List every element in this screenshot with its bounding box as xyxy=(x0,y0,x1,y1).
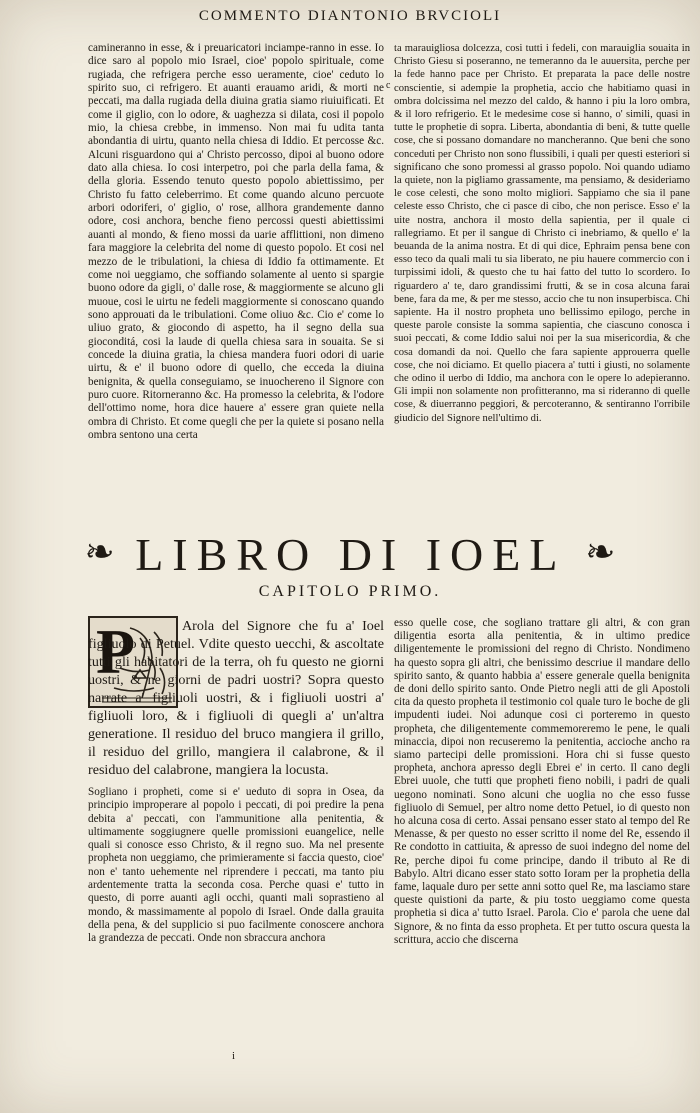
scripture-text-column xyxy=(88,617,384,782)
fleuron-left-icon: ❧ xyxy=(84,532,115,572)
upper-left-text: camineranno in esse, & i preuaricatori inciampe-ranno in esse. Io dice saro al popolo mio Israel, cioe' popolo spirituale, come rugiada, che refrigera perche esso ueramente, cioe' ceduto lo spirito suo, ci refrigero. Et auanti erauamo aridi, & morti ne peccati, ma dalla rugiada della diuina gratia siamo riuiuificati. Et come il giglio, con lo odore, & uaghezza si dilata, cosi il popolo mio, la chiesa crebbe, in immenso. Non mai fu udita tanta abondantia di uirtu, quanto nella chiesa di Iddio. Et percosse &c. Alcuni risguardono qui a' Christo percosso, dipoi al buono odore dato alla chiesa. Io cosi interpetro, poi che parla della fama, & della gloria. Essendo tenuto questo popolo abiettissimo, per Christo fu fatto celeberrimo. Et come quando alcuno percuote arbori odoriferi, o' giglio, o' rose, allhora grandemente danno odore, cosi anchora, benche fieno percossi questi abiettissimi auanti al mondo, & fieno mossi da uarie afflittioni, non dimeno fara maggiore la celebrita del nome di questo popolo. Et cosi nel mezzo de le tribulationi, la chiesa di Iddio fa ottimamente. Et come noi ueggiamo, che soffiando solamente al uento si spargie buono odore da gigli, o' dalle rose, & maggiormente se alcuno gli muoue, cosi le uirtu ne fedeli maggiormente si conoscano quando sono approuati da le tribulationi. Come oliuo &c. Cio e' come lo uliuo grato, & giocondo di aspetto, ha il segno della sua gioconditá, cosi la laude di quella chiesa sara in souaita. Se si concede la diuina gratia, la chiesa mandera fuori odori di uarie uirtu, & e' il buono odore di quello, che ecceda la diuina benignita, & quella conseguiamo, se inuochereno il Signore con puro cuore. Ritorneranno &c. Ha promesso la celebrita, & l'odore dell'ottimo nome, hora dice hauere a' essere gran quiete nella ombra di Christo. Et come quegli che per la quiete si posano nella ombra sentono una certa xyxy=(88,42,384,441)
chapter-title: CAPITOLO PRIMO. xyxy=(258,583,442,600)
book-title xyxy=(0,528,700,581)
book-title-text: LIBRO DI IOEL xyxy=(135,529,565,580)
foot-mark: i xyxy=(232,1050,236,1062)
commentary-upper-left-column xyxy=(88,42,384,522)
lower-left-text: Sogliano i propheti, come si e' ueduto di sopra in Osea, da principio improperare al popolo i peccati, di poi predire la pena debita a' peccati, con l'ammunitione alla penitentia, & ultimamente soggiugnere quelle promissioni euangelice, nelle quali si conosce esso Christo, & il regno suo. Ma nel presente propheta non ueggiamo, che primieramente si faccia questo, cioe' non e' tanto uehemente nel riprendere i peccati, ma tanto piu ardentemente tratta la seconda cosa. Perche quasi e' tutto in questo, di porre auanti agli occhi, quanti mali soprastieno al mondo, & massimamente al popolo di Israel. Onde dalla grauita della pena, & del supplicio si puo facilmente conoscere anchora la grandezza de peccati. Onde non sbraccura anchora xyxy=(88,786,384,945)
gutter-mark: c xyxy=(386,80,391,91)
lower-right-text: esso quelle cose, che sogliano trattare gli altri, & con gran diligentia esorta alla penitentia, & in ultimo predice diligentemente le promissioni del regno di Christo. Nondimeno ha questo sopra gli altri, che benissimo descriue il mandare dello spirito santo, & quanto habbia a' essere generale quella benignita de doni dello spirito santo. Onde Pietro negli atti de gli Apostoli cita da questo propheta il testimonio col quale turo le boche de gli impudenti iudei. Noi adunque cosi ci porteremo in questo propheta, che diligentemente commemoreremo le pene, le quali minaccia, dipoi non recuseremo la penitentia, accioche ancho ra siamo partecipi delle promissioni. Hora chi si fusse questo propheta, anchora apresso degli Ebrei e' in certo. Il cano degli Ebrei uuole, che tutti que propheti fieno nobili, i padri de quali uegono nominati. Sono alcuni che uoglia no che esso fusse figliuolo di Semuel, per altro nome detto Petuel, io di questo non ho alcuna cosa di certo. Assai pensano esser stato al tempo del Re Menasse, & per questo no esser scritto il nome del Re, essendo il Re condotto in cattiuita, & apresso de suoi indegno del nome del Re, perche dipoi fu come principe, dando il tributo al Re di Babylo. Altri dicano esser stato sotto Ioram per la prophetia della fame, laquale duro per sette anni sotto quel Re, ma lasciamo stare queste quistioni da parte, & piu tosto ueggiamo come questa prophetia si dica a' tutto Israel. Parola. Cio e' parola che uene dal Signore, & no finta da esso propheta. Et per tutto oscura questa la scrittura, accio che discerna xyxy=(394,617,690,946)
running-head: COMMENTO DIANTONIO BRVCIOLI xyxy=(198,8,502,24)
drop-cap-letter: P xyxy=(96,616,136,687)
fleuron-right-icon: ❧ xyxy=(585,532,616,572)
commentary-upper-right-column xyxy=(394,42,690,522)
scripture-text: Arola del Signore che fu a' Ioel figliuolo di Petuel. Vdite questo uecchi, & ascoltate tutti gli habitatori de la terra, oh fu questo ne giorni uostri, & ne giorni de padri uostri? Sopra questo narrate a' figliuoli uostri, & i figliuoli uostri a' figliuoli loro, & i figliuoli di quegli a' un'altra generatione. Il residuo del bruco mangiera il grillo, il residuo del grillo, mangiera il calabrone, & il residuo del calabrone, mangiera la locusta. xyxy=(88,618,384,778)
commentary-lower-right-column xyxy=(394,617,690,1103)
commentary-lower-left-column xyxy=(88,786,384,1062)
upper-right-text: ta marauigliosa dolcezza, cosi tutti i fedeli, con marauiglia souaita in Christo Giesu si poseranno, ne temeranno da le auuersita, perche per la fede hanno pace per Christo. Et preparata la pace delle nostre conscientie, si adempie la prophetia, accio che habitiamo quasi in ombra dolcissima nel mezzo del caldo, & hanno i piu la loro ombra, & il loro refrigerio. Et le medesime cose si hanno, o' simili, quasi in tutte le prophetie di sopra. Liberta, abondantia di beni, & tutte quelle cose, che si possano domandare no mancheranno. Que beni che sono conceduti per Christo non sono flussibili, i quali per questi esteriori si significano che sono promessi al grasso popolo. Noi quando udiamo la quiete, non la pigliamo grassamente, ma pensiamo, & desideriamo le cose celesti, che sono molto migliori. Sappiamo che sia il pane celeste esso Christo, che ci pasce di cibo, che non perisce. Esso e' la uite nostra, anchora il mosto della sapientia, per il quale ci rallegriamo. Et per il sangue di Christo ci inebriamo, & quello e' la beuanda de la anima nostra. Et di qui dice, Ephraim pensa bene con esso teco da quali mali tu sia liberato, ne piu hauere commercio con i turpissimi idoli, & questo che tu hai fatto del tutto lo scordero. Io riguardero a' te, daro grandissimi frutti, & se in cosa alcuna farai bene, fara da me, & per me stesso, accio che tu non insuperbisca. Chi sapiente. Ha il nostro propheta uno bellissimo epilogo, perche in queste parole consiste la somma sapientia, che ciascuno conosca i suoi peccati, & come Iddio salui noi per la sua misericordia, & che cosa domandi da noi. Quello che fara sapiente approuerra quelle cose, che noi diciamo. Et quello piacera a' tutti i giusti, no solamente che odino il uerbo di Iddio, ma anchora con le opere lo adepieranno. Gli impii non solamente non profitteranno, ma si rideranno di quelle cose, & diuerranno peggiori, & percoteranno, & sentiranno l'orribile giudicio del Signore nell'ultimo di. xyxy=(394,43,690,424)
